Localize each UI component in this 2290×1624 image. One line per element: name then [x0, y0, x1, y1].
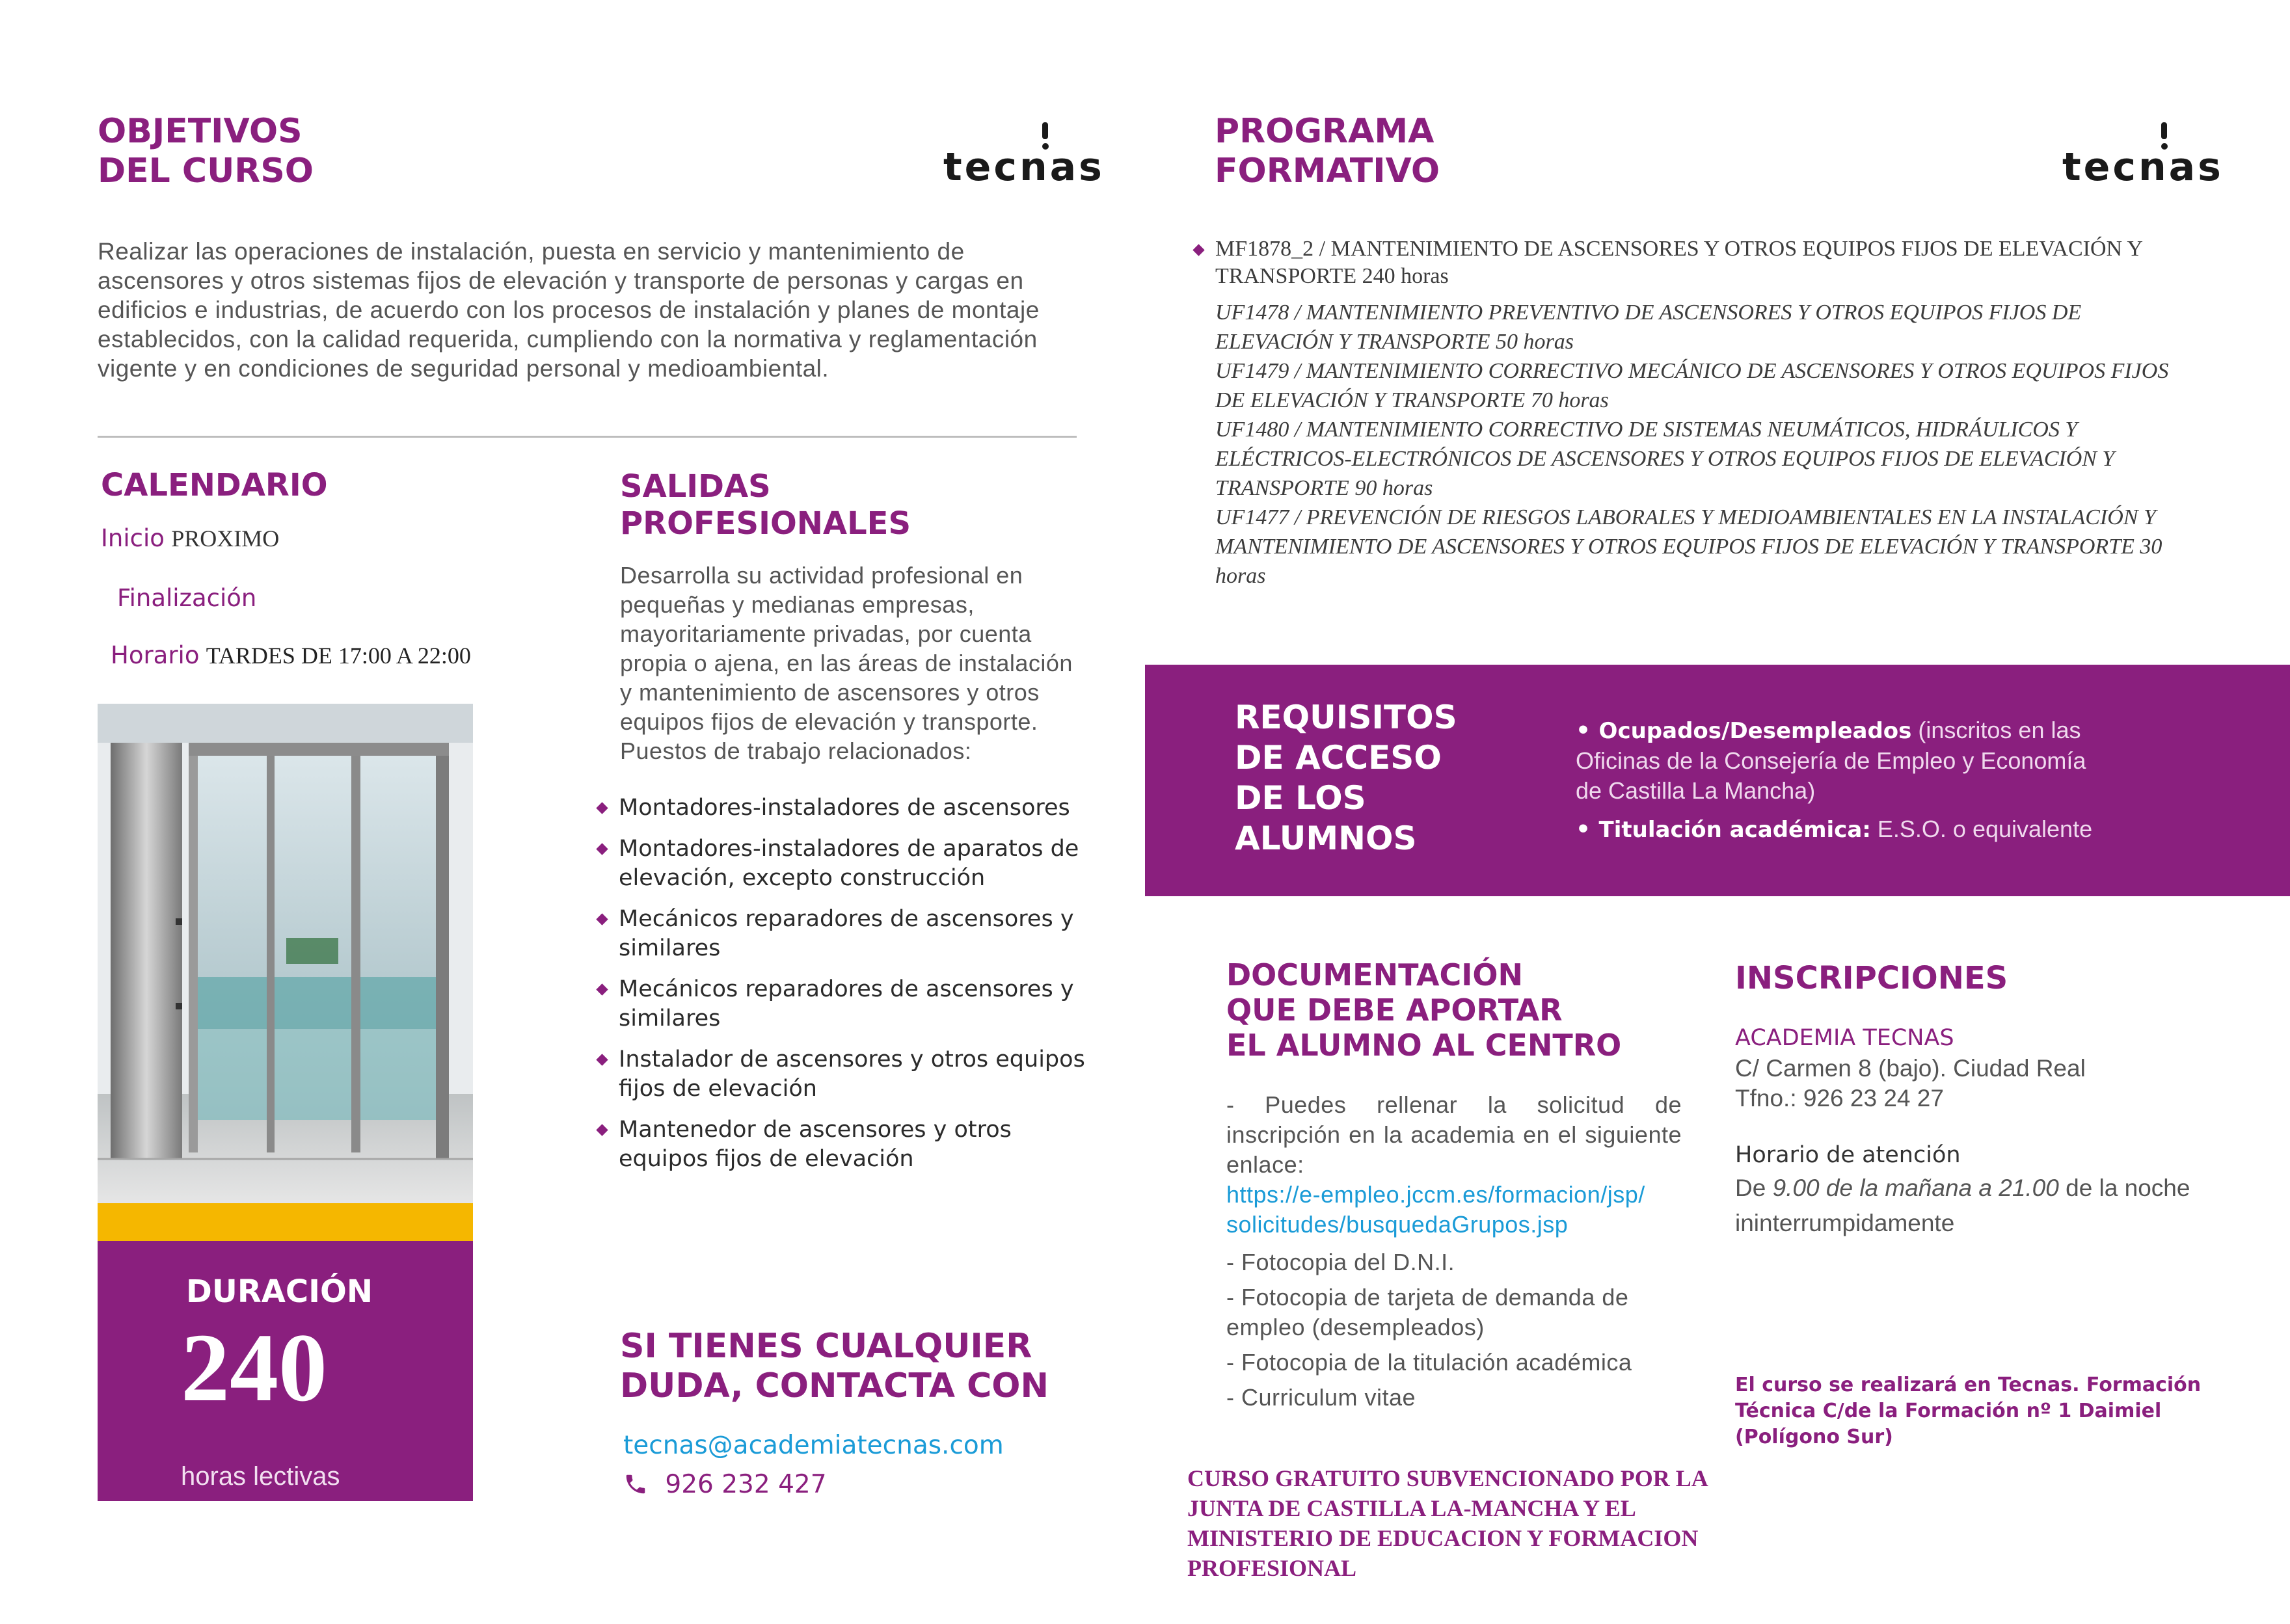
inscripciones-horario-title: Horario de atención [1735, 1142, 1961, 1168]
list-item: - Fotocopia de la titulación académica [1226, 1349, 1632, 1376]
phone-icon [623, 1472, 648, 1497]
calendario-title: CALENDARIO [101, 467, 328, 503]
inscripciones-phone: Tfno.: 926 23 24 27 [1735, 1085, 1944, 1112]
programa-title: PROGRAMA FORMATIVO [1215, 112, 1440, 191]
inscripciones-academy: ACADEMIA TECNAS [1735, 1025, 1954, 1051]
list-item: Montadores-instaladores de ascensores [595, 793, 1090, 823]
elevator-photo [98, 704, 473, 1205]
requisitos-band [1145, 665, 2290, 896]
list-item: Montadores-instaladores de aparatos de elevación, excepto construcción [595, 834, 1090, 893]
logo-exclamation-icon [2161, 122, 2167, 139]
yellow-stripe [98, 1203, 473, 1241]
objetivos-text: Realizar las operaciones de instalación, puesta en servicio y mantenimiento de ascensores y otros sistemas fijos de elevación y transporte de personas y cargas en edificios e industrias, de acuerdo con los procesos de instalación y planes de montaje establecidos, con la calidad requerida, cumpliendo con la normativa y reglamentación vigente y en condiciones de seguridad personal y medioambiental. [98, 238, 1040, 382]
documentacion-link[interactable]: https://e-empleo.jccm.es/formacion/jsp/ solicitudes/busquedaGrupos.jsp [1226, 1181, 1645, 1238]
list-item: UF1477 / PREVENCIÓN DE RIESGOS LABORALES Y MEDIOAMBIENTALES EN LA INSTALACIÓN Y MANTENIMIENTO DE ASCENSORES Y OTROS EQUIPOS FIJOS DE ELEVACIÓN Y TRANSPORTE 30 horas [1215, 505, 2162, 588]
duracion-box [98, 1241, 473, 1501]
calendario-finalizacion: Finalización [117, 584, 257, 612]
list-item: UF1480 / MANTENIMIENTO CORRECTIVO DE SISTEMAS NEUMÁTICOS, HIDRÁULICOS Y ELÉCTRICOS-ELECTRÓNICOS DE ASCENSORES Y OTROS EQUIPOS FIJOS DE ELEVACIÓN Y TRANSPORTE 90 horas [1215, 418, 2115, 500]
logo-exclamation-icon [1042, 122, 1048, 139]
list-item: - Fotocopia de tarjeta de demanda de empleo (desempleados) [1226, 1284, 1629, 1340]
requisitos-item-2: • Titulación académica: E.S.O. o equivalente [1576, 816, 2093, 843]
documentacion-body [1226, 1090, 1682, 1413]
inscripciones-horario-text: De 9.00 de la mañana a 21.00 de la noche ininterrumpidamente [1735, 1175, 2190, 1236]
list-item: Mecánicos reparadores de ascensores y similares [595, 905, 1090, 963]
tecnas-logo-right: tecnas [2062, 122, 2205, 194]
list-item: - Fotocopia del D.N.I. [1226, 1249, 1455, 1275]
inscripciones-address: C/ Carmen 8 (bajo). Ciudad Real [1735, 1055, 2086, 1082]
list-item: Mantenedor de ascensores y otros equipos fijos de elevación [595, 1115, 1090, 1174]
salidas-list [595, 793, 1090, 1174]
duracion-unit: horas lectivas [181, 1462, 340, 1491]
calendario-inicio: Inicio PROXIMO [101, 524, 280, 552]
inscripciones-title: INSCRIPCIONES [1735, 960, 2008, 996]
salidas-title: SALIDAS PROFESIONALES [620, 468, 911, 542]
contacto-email[interactable]: tecnas@academiatecnas.com [623, 1431, 1004, 1460]
calendario-horario: Horario TARDES DE 17:00 A 22:00 [111, 641, 471, 669]
list-item: Instalador de ascensores y otros equipos fijos de elevación [595, 1045, 1090, 1104]
objetivos-title: OBJETIVOS DEL CURSO [98, 112, 314, 191]
tecnas-logo-left: tecnas [943, 122, 1086, 194]
contacto-phone[interactable]: 926 232 427 [623, 1470, 827, 1499]
curso-gratuito: CURSO GRATUITO SUBVENCIONADO POR LA JUNTA DE CASTILLA LA-MANCHA Y EL MINISTERIO DE EDUCACION Y FORMACION PROFESIONAL [1187, 1465, 1707, 1581]
list-item: UF1479 / MANTENIMIENTO CORRECTIVO MECÁNICO DE ASCENSORES Y OTROS EQUIPOS FIJOS DE ELEVACIÓN Y TRANSPORTE 70 horas [1215, 359, 2169, 412]
programa-units [1215, 298, 2191, 591]
contacto-title: SI TIENES CUALQUIER DUDA, CONTACTA CON [620, 1327, 1049, 1406]
section-divider [98, 436, 1077, 438]
programa-main-module: MF1878_2 / MANTENIMIENTO DE ASCENSORES Y OTROS EQUIPOS FIJOS DE ELEVACIÓN Y TRANSPORTE 240 horas [1192, 235, 2194, 290]
requisitos-item-1: • Ocupados/Desempleados (inscritos en las Oficinas de la Consejería de Empleo y Economía de Castilla La Mancha) [1576, 717, 2086, 804]
nota-lugar: El curso se realizará en Tecnas. Formación Técnica C/de la Formación nº 1 Daimiel (Polígono Sur) [1735, 1374, 2202, 1448]
list-item: Mecánicos reparadores de ascensores y similares [595, 975, 1090, 1033]
duracion-label: DURACIÓN [186, 1273, 373, 1310]
list-item: - Curriculum vitae [1226, 1384, 1416, 1411]
requisitos-title: REQUISITOS DE ACCESO DE LOS ALUMNOS [1235, 699, 1457, 857]
list-item: UF1478 / MANTENIMIENTO PREVENTIVO DE ASCENSORES Y OTROS EQUIPOS FIJOS DE ELEVACIÓN Y TRANSPORTE 50 horas [1215, 300, 2082, 354]
duracion-value: 240 [181, 1314, 327, 1422]
documentacion-intro: - Puedes rellenar la solicitud de inscripción en la academia en el siguiente enlace: [1226, 1091, 1682, 1178]
salidas-text: Desarrolla su actividad profesional en pequeñas y medianas empresas, mayoritariamente privadas, por cuenta propia o ajena, en las áreas de instalación y mantenimiento de ascensores y otros equipos fijos de elevación y transporte. Puestos de trabajo relacionados: [620, 562, 1073, 764]
documentacion-title: DOCUMENTACIÓN QUE DEBE APORTAR EL ALUMNO AL CENTRO [1226, 957, 1622, 1063]
